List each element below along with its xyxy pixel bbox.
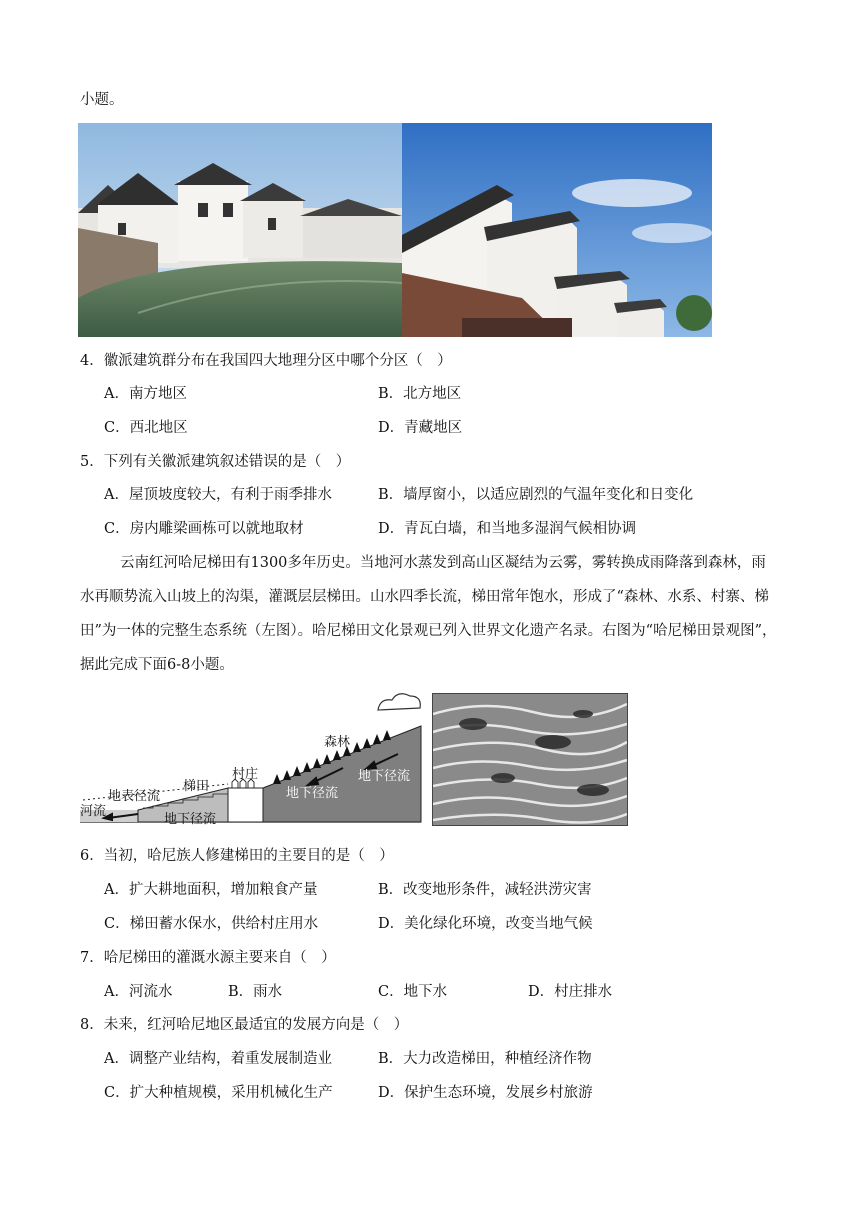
option-6c[interactable]: C．梯田蓄水保水，供给村庄用水 [104,916,319,932]
huizhou-village-photo [78,123,402,337]
option-5a[interactable]: A．屋顶坡度较大，有利于雨季排水 [104,487,332,503]
question-text: 哈尼梯田的灌溉水源主要来自（ ） [103,950,336,966]
question-8 [80,1015,408,1035]
option-5d[interactable]: D．青瓦白墙，和当地多湿润气候相协调 [378,521,637,537]
question-number: 8． [80,1017,104,1033]
terrace-ecosystem-diagram [78,688,423,828]
option-5b[interactable]: B．墙厚窗小，以适应剧烈的气温年变化和日变化 [378,487,694,503]
question-5 [80,452,350,472]
option-8a[interactable]: A．调整产业结构，着重发展制造业 [104,1051,332,1067]
option-6a[interactable]: A．扩大耕地面积，增加粮食产量 [104,882,318,898]
cloud-icon [378,694,420,710]
option-8b[interactable]: B．大力改造梯田，种植经济作物 [378,1051,592,1067]
question-text: 未来，红河哈尼地区最适宜的发展方向是（ ） [103,1017,409,1033]
label-terrace: 梯田 [183,779,210,794]
label-groundwater-terrace: 地下径流 [164,812,217,827]
option-7c[interactable]: C．地下水 [378,984,448,1000]
hani-terrace-photo [432,693,628,826]
label-river: 河流 [80,804,107,819]
option-6d[interactable]: D．美化绿化环境，改变当地气候 [378,916,593,932]
huizhou-eaves-photo [402,123,712,337]
question-7 [80,948,336,968]
option-8c[interactable]: C．扩大种植规模，采用机械化生产 [104,1085,333,1101]
option-4a[interactable]: A．南方地区 [104,386,187,402]
option-4c[interactable]: C．西北地区 [104,420,188,436]
option-6b[interactable]: B．改变地形条件，减轻洪涝灾害 [378,882,592,898]
label-groundwater-high: 地下径流 [358,769,411,784]
option-7a[interactable]: A．河流水 [104,984,173,1000]
option-4b[interactable]: B．北方地区 [378,386,462,402]
option-5c[interactable]: C．房内雕梁画栋可以就地取材 [104,521,304,537]
question-6 [80,846,394,866]
question-number: 4． [80,353,104,369]
option-4d[interactable]: D．青藏地区 [378,420,463,436]
intro-tail: 小题。 [80,92,124,108]
option-8d[interactable]: D．保护生态环境，发展乡村旅游 [378,1085,593,1101]
label-forest: 森林 [324,735,351,750]
label-surface-runoff: 地表径流 [108,789,161,804]
question-text: 徽派建筑群分布在我国四大地理分区中哪个分区（ ） [103,353,452,369]
question-4 [80,351,452,371]
option-7b[interactable]: B．雨水 [228,984,283,1000]
question-number: 6． [80,848,104,864]
option-7d[interactable]: D．村庄排水 [528,984,613,1000]
passage-text: 云南红河哈尼梯田有1300多年历史。当地河水蒸发到高山区凝结为云雾，雾转换成雨降落到森林，雨水再顺势流入山坡上的沟渠，灌溉层层梯田。山水四季长流，梯田常年饱水，形成了“森林、水系、村寨、梯田”为一体的完整生态系统（左图）。哈尼梯田文化景观已列入世界文化遗产名录。右图为“哈尼梯田景观图”，据此完成下面6-8小题。 [80,555,777,673]
question-text: 当初，哈尼族人修建梯田的主要目的是（ ） [103,848,394,864]
label-groundwater-mid: 地下径流 [286,786,339,801]
question-number: 5． [80,454,104,470]
question-number: 7． [80,950,104,966]
reading-passage [80,546,780,682]
question-text: 下列有关徽派建筑叙述错误的是（ ） [103,454,351,470]
label-village: 村庄 [232,767,259,782]
